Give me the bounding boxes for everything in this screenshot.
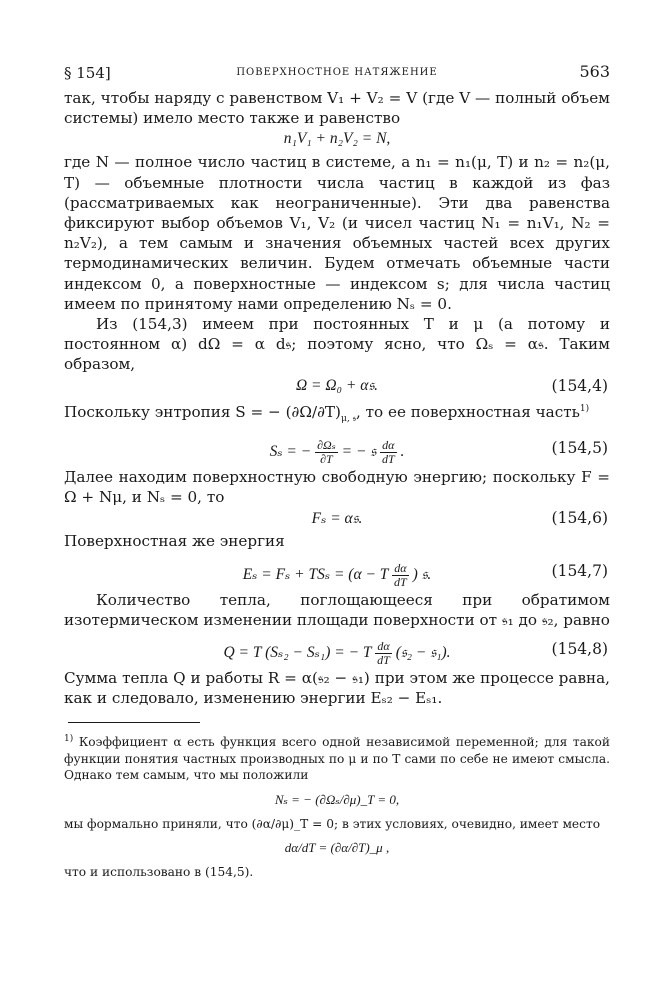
equation-volume-split [64,128,610,152]
eq8-end: (𝔰₂ − 𝔰₁). [395,644,451,662]
equation-expression [64,562,610,589]
paragraph-3: Из (154,3) имеем при постоянных T и μ (а потому и постоянном α) dΩ = α d𝔰; поэтому ясно, что Ωₛ = α𝔰. Таким образом, [64,315,610,374]
footnote-text-1: Коэффициент α есть функция всего одной независимой переменной; для такой функции понятия частных производных по μ и по T сами по себе не имеют смысла. Однако тем самым, что мы положили [64,735,611,783]
paragraph-6: Поверхностная же энергия [64,532,285,551]
equation-number: (154,6) [551,509,608,528]
eq7-end: ) 𝔰. [412,565,432,583]
paragraph-1: так, чтобы наряду с равенством V₁ + V₂ = V (где V — полный объем системы) имело место также и равенство [64,89,610,128]
numerator: dα [380,439,397,453]
eq7-lhs: Eₛ = Fₛ + TSₛ = (α − T [242,565,389,583]
equation-154-4 [64,375,610,399]
denominator: dT [381,451,395,466]
equation-154-7 [64,552,610,590]
fraction [375,640,392,667]
paragraph-5: Далее находим поверхностную свободную энергию; поскольку F = Ω + Nμ, и Nₛ = 0, то [64,467,610,507]
paragraph-2: где N — полное число частиц в системе, а n₁ = n₁(μ, T) и n₂ = n₂(μ, T) — объемные плотности числа частиц в каждой из фаз (рассматриваемых как неограниченные). Эти два равенства фиксируют выбор объемов V₁, V₂ (и чисел частиц N₁ = n₁V₁, N₂ = n₂V₂), а тем самым и значения объемных частей всех других термодинамических величин. Будем отмечать объемные части индексом 0, а поверхностные — индексом s; для числа частиц имеем по принятому нами определению Nₛ = 0. [64,153,610,313]
equation-expression [64,640,610,667]
numerator: dα [375,640,392,654]
footnote-mark: 1) [64,734,74,745]
equation-154-5 [64,429,610,467]
fraction [392,562,409,589]
entropy-subscript: μ, 𝔰 [341,413,356,424]
footnote-text-3: что и использовано в (154,5). [64,865,254,880]
denominator: ∂T [320,451,333,466]
paragraph-4 [64,399,610,429]
numerator: dα [392,562,409,576]
entropy-text: , то ее поверхностная часть [355,402,580,421]
entropy-definition: Поскольку энтропия S = − (∂Ω/∂T) [64,402,341,421]
equation-expression: Ω = Ω₀ + α𝔰. [295,376,379,394]
equation-expression: Fₛ = α𝔰. [311,510,363,528]
book-page [64,58,610,881]
paragraph-8: Сумма тепла Q и работы R = α(𝔰₂ − 𝔰₁) при этом же процессе равна, как и следовало, изменению энергии Eₛ₂ − Eₛ₁. [64,668,610,708]
equation-expression [64,439,610,466]
equation-number: (154,4) [551,376,608,395]
page-number: 563 [579,62,610,81]
fraction [315,439,338,466]
footnote-equation-2: dα/dT = (∂α/∂T)_μ , [284,840,390,856]
footnote-divider [68,722,200,723]
numerator: ∂Ωₛ [317,437,336,452]
denominator: dT [394,574,407,589]
footnote-text-2: мы формально приняли, что (∂α/∂μ)_T = 0; в этих условиях, очевидно, имеет место [64,816,601,831]
running-title: ПОВЕРХНОСТНОЕ НАТЯЖЕНИЕ [236,67,438,78]
paragraph-7: Количество тепла, поглощающееся при обратимом изотермическом изменении площади поверхности от 𝔰₁ до 𝔰₂, равно [64,590,610,629]
footnote-1 [64,731,610,784]
denominator: dT [377,652,390,667]
eq8-lhs: Q = T (Sₛ₂ − Sₛ₁) = − T [223,644,372,662]
footnote-equation-1: Nₛ = − (∂Ωₛ/∂μ)_T = 0, [274,791,400,807]
section-number: § 154] [64,64,111,82]
running-header [64,58,610,88]
eq5-mid: = − 𝔰 [341,443,377,460]
equation-expression: n₁V₁ + n₂V₂ = N, [283,130,391,148]
equation-154-6 [64,507,610,531]
footnote-ref[interactable]: 1) [579,403,590,414]
equation-number: (154,7) [551,561,608,580]
eq5-lhs: Sₛ = − [269,443,312,460]
equation-number: (154,8) [551,639,608,658]
equation-154-8 [64,630,610,668]
equation-number: (154,5) [551,438,608,457]
fraction [380,439,397,466]
eq5-end: . [400,443,405,460]
